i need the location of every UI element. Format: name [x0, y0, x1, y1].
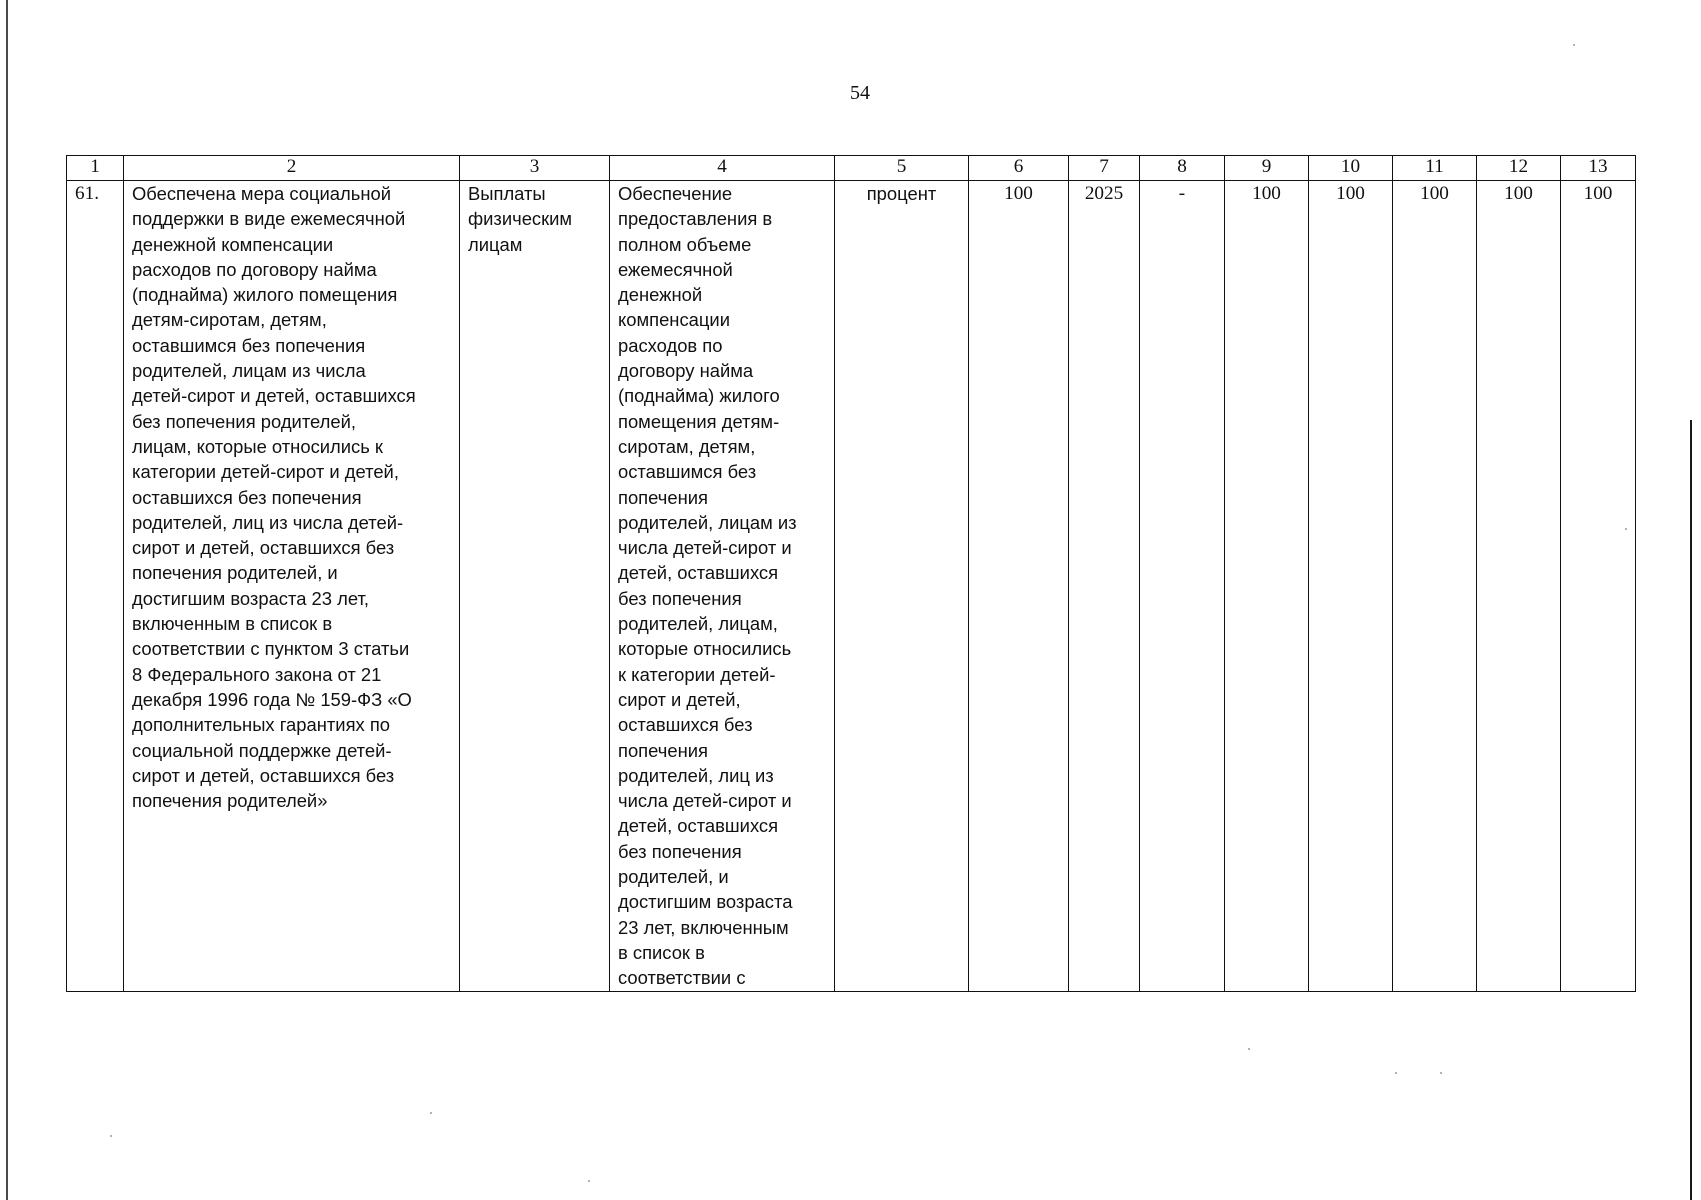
- text-line: (поднайма) жилого помещения: [132, 284, 398, 306]
- event-type-cell: [460, 181, 610, 992]
- text-line: детям-сиротам, детям,: [132, 309, 327, 331]
- col-header-4: 4: [610, 156, 835, 181]
- text-line: без попечения: [618, 840, 742, 862]
- scan-speck: [1248, 1048, 1250, 1050]
- text-line: расходов по договору найма: [132, 258, 377, 280]
- text-line: категории детей-сирот и детей,: [132, 461, 399, 483]
- data-table: [66, 155, 1636, 992]
- text-line: оставшимся без: [618, 461, 757, 483]
- text-line: достигшим возраста 23 лет,: [132, 587, 369, 609]
- value-cell-col11: 100: [1393, 181, 1477, 992]
- text-line: соответствии с: [618, 967, 746, 989]
- row-number-cell: 61.: [67, 181, 124, 992]
- text-line: Выплаты: [468, 183, 546, 204]
- text-line: полном объеме: [618, 233, 752, 255]
- text-line: включенным в список в: [132, 613, 333, 635]
- col-header-1: 1: [67, 156, 124, 181]
- col-header-2: 2: [124, 156, 460, 181]
- text-line: Обеспечение: [618, 183, 733, 204]
- text-line: лицам, которые относились к: [132, 435, 383, 457]
- value-cell-col13: 100: [1561, 181, 1636, 992]
- value-cell-col8: -: [1140, 181, 1225, 992]
- base-year-cell: 2025: [1069, 181, 1140, 992]
- base-value-cell: 100: [969, 181, 1069, 992]
- text-line: попечения родителей»: [132, 790, 328, 812]
- text-line: числа детей-сирот и: [618, 537, 792, 559]
- text-line: компенсации: [618, 309, 730, 331]
- text-line: без попечения: [618, 587, 742, 609]
- header-row: [67, 156, 1636, 181]
- text-line: к категории детей-: [618, 663, 776, 685]
- col-header-8: 8: [1140, 156, 1225, 181]
- text-line: 23 лет, включенным: [618, 916, 789, 938]
- text-line: лицам: [468, 233, 523, 255]
- text-line: попечения родителей, и: [132, 562, 338, 584]
- scan-speck: [1573, 44, 1575, 46]
- text-line: денежной: [618, 284, 703, 306]
- col-header-12: 12: [1477, 156, 1561, 181]
- text-line: сирот и детей, оставшихся без: [132, 537, 395, 559]
- page-number: 54: [850, 82, 870, 104]
- text-line: оставшихся без: [618, 714, 753, 736]
- text-line: соответствии с пунктом 3 статьи: [132, 638, 410, 660]
- text-line: которые относились: [618, 638, 792, 660]
- text-line: детей, оставшихся: [618, 815, 779, 837]
- text-line: попечения: [618, 739, 708, 761]
- text-line: сирот и детей, оставшихся без: [132, 764, 395, 786]
- text-line: расходов по: [618, 334, 723, 356]
- text-line: сирот и детей,: [618, 688, 741, 710]
- text-line: ежемесячной: [618, 258, 733, 280]
- scan-speck: [588, 1180, 590, 1182]
- scan-speck: [110, 1135, 112, 1137]
- value-cell-col9: 100: [1225, 181, 1309, 992]
- col-header-6: 6: [969, 156, 1069, 181]
- text-line: числа детей-сирот и: [618, 790, 792, 812]
- text-line: поддержки в виде ежемесячной: [132, 208, 406, 230]
- text-line: родителей, лицам из числа: [132, 360, 366, 382]
- unit-cell: процент: [835, 181, 969, 992]
- text-line: сиротам, детям,: [618, 435, 756, 457]
- text-line: достигшим возраста: [618, 891, 793, 913]
- text-line: оставшихся без попечения: [132, 486, 362, 508]
- result-description-cell: [124, 181, 460, 992]
- text-line: социальной поддержке детей-: [132, 739, 392, 761]
- col-header-5: 5: [835, 156, 969, 181]
- scan-speck: [1625, 528, 1627, 530]
- text-line: договору найма: [618, 360, 754, 382]
- text-line: без попечения родителей,: [132, 410, 356, 432]
- text-line: родителей, лиц из числа детей-: [132, 511, 404, 533]
- col-header-9: 9: [1225, 156, 1309, 181]
- text-line: детей-сирот и детей, оставшихся: [132, 385, 416, 407]
- col-header-3: 3: [460, 156, 610, 181]
- col-header-10: 10: [1309, 156, 1393, 181]
- text-line: Обеспечена мера социальной: [132, 183, 392, 204]
- text-line: дополнительных гарантиях по: [132, 714, 391, 736]
- text-line: в список в: [618, 941, 705, 963]
- characteristic-cell: [610, 181, 835, 992]
- col-header-13: 13: [1561, 156, 1636, 181]
- text-line: помещения детям-: [618, 410, 780, 432]
- scan-speck: [1395, 1072, 1397, 1074]
- text-line: детей, оставшихся: [618, 562, 779, 584]
- text-line: физическим: [468, 208, 573, 230]
- table-row: [67, 181, 1636, 992]
- text-line: 8 Федерального закона от 21: [132, 663, 382, 685]
- text-line: оставшимся без попечения: [132, 334, 366, 356]
- text-line: декабря 1996 года № 159-ФЗ «О: [132, 688, 412, 710]
- col-header-11: 11: [1393, 156, 1477, 181]
- text-line: денежной компенсации: [132, 233, 334, 255]
- scan-speck: [1440, 1072, 1442, 1074]
- scan-right-edge: [1690, 420, 1692, 1200]
- value-cell-col10: 100: [1309, 181, 1393, 992]
- text-line: (поднайма) жилого: [618, 385, 780, 407]
- scan-speck: [430, 1112, 432, 1114]
- text-line: родителей, и: [618, 866, 729, 888]
- value-cell-col12: 100: [1477, 181, 1561, 992]
- text-line: попечения: [618, 486, 708, 508]
- scan-left-edge: [6, 0, 8, 1200]
- text-line: родителей, лиц из: [618, 764, 774, 786]
- col-header-7: 7: [1069, 156, 1140, 181]
- text-line: родителей, лицам из: [618, 511, 797, 533]
- text-line: родителей, лицам,: [618, 613, 778, 635]
- text-line: предоставления в: [618, 208, 773, 230]
